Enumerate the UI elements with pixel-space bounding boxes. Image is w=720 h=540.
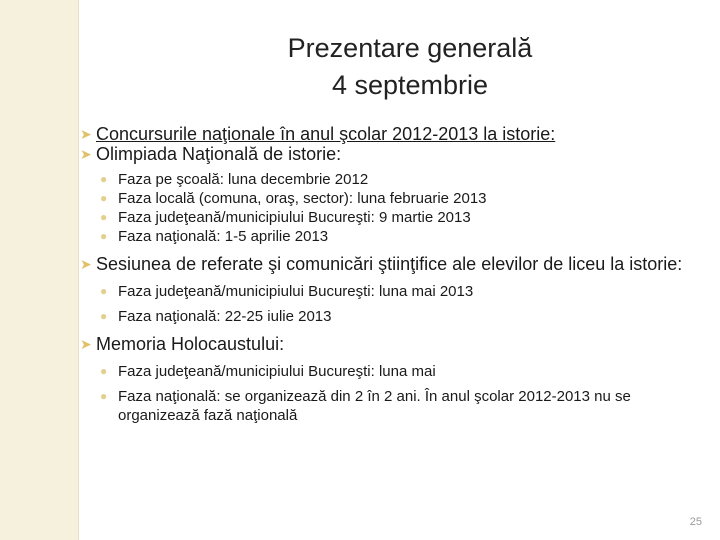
sub-bullet: ● Faza naţională: 22-25 iulie 2013 (100, 308, 332, 325)
decorative-side-band (0, 0, 79, 540)
slide-body (80, 124, 700, 425)
sub-bullet: ● Faza naţională: se organizează din 2 în 2 ani. În anul şcolar 2012-2013 nu se organizează fază naţională (100, 388, 631, 424)
page-number: 25 (689, 516, 702, 528)
dot-bullet-icon: ● (100, 284, 108, 298)
sub-bullet: ● Faza naţională: 1-5 aprilie 2013 (100, 228, 329, 245)
bullet-olympiad: ➤ Olimpiada Naţională de istorie: (80, 144, 342, 164)
arrow-bullet-icon: ➤ (80, 336, 92, 352)
dot-bullet-icon: ● (100, 229, 108, 243)
dot-bullet-icon: ● (100, 191, 108, 205)
dot-bullet-icon: ● (100, 364, 108, 378)
bullet-national-competitions: ➤ Concursurile naţionale în anul şcolar 2012-2013 la istorie: (80, 124, 556, 144)
sub-bullet: ● Faza judeţeană/municipiului Bucureşti: luna mai 2013 (100, 283, 474, 300)
slide-title (180, 30, 640, 104)
bullet-student-papers-session: ➤ Sesiunea de referate şi comunicări ştiinţifice ale elevilor de liceu la istorie: (80, 254, 683, 274)
bullet-holocaust-memory: ➤ Memoria Holocaustului: (80, 334, 285, 354)
dot-bullet-icon: ● (100, 389, 108, 403)
arrow-bullet-icon: ➤ (80, 146, 92, 162)
dot-bullet-icon: ● (100, 210, 108, 224)
arrow-bullet-icon: ➤ (80, 126, 92, 142)
dot-bullet-icon: ● (100, 309, 108, 323)
arrow-bullet-icon: ➤ (80, 256, 92, 272)
sub-bullet: ● Faza judeţeană/municipiului Bucureşti: 9 martie 2013 (100, 209, 471, 226)
title-line-1: Prezentare generală (287, 33, 533, 63)
sub-bullet: ● Faza locală (comuna, oraş, sector): luna februarie 2013 (100, 190, 487, 207)
title-line-2: 4 septembrie (331, 70, 489, 100)
dot-bullet-icon: ● (100, 172, 108, 186)
sub-bullet: ● Faza judeţeană/municipiului Bucureşti: luna mai (100, 363, 436, 380)
sub-bullet: ● Faza pe şcoală: luna decembrie 2012 (100, 171, 369, 188)
